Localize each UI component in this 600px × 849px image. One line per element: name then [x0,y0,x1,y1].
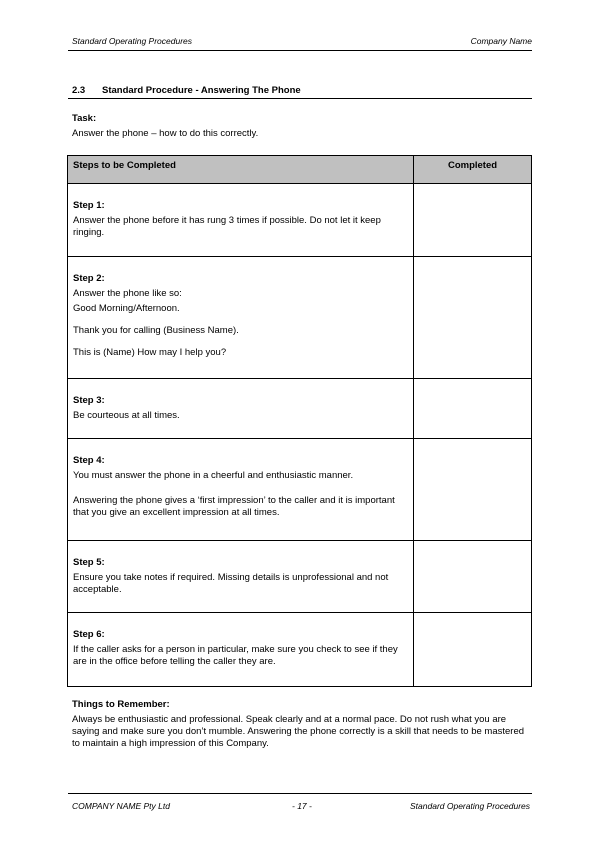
step-label: Step 5: [73,557,105,568]
footer-left-text: COMPANY NAME Pty Ltd [72,801,170,811]
completed-cell[interactable] [414,257,532,379]
steps-column-header: Steps to be Completed [68,156,414,184]
table-header-row [68,156,532,184]
step-text: Good Morning/Afternoon. [73,303,180,314]
step-text: Ensure you take notes if required. Missing details is unprofessional and not acceptable. [73,572,389,595]
page-number: - 17 - [292,801,312,811]
step-text: Answer the phone before it has rung 3 times if possible. Do not let it keep ringing. [73,215,381,238]
things-text: Always be enthusiastic and professional. Speak clearly and at a normal pace. Do not rush what you are saying and make sure you don’t mumble. Answering the phone correctly is a skill that needs to be mastered to maintain a high impression of this Company. [72,714,525,749]
table-row [68,541,532,613]
table-row [68,184,532,257]
step-cell [68,184,414,257]
completed-cell[interactable] [414,541,532,613]
step-cell [68,613,414,687]
step-cell [68,379,414,439]
completed-column-header: Completed [414,156,532,184]
table-row [68,379,532,439]
step-cell [68,257,414,379]
step-text: This is (Name) How may I help you? [73,347,227,358]
table-row [68,439,532,541]
step-text: Answer the phone like so: [73,288,182,299]
header-left-text: Standard Operating Procedures [72,36,193,46]
section-title: Standard Procedure - Answering The Phone [102,85,301,96]
step-label: Step 6: [73,629,105,640]
step-text: Answering the phone gives a ‘first impression’ to the caller and it is important that you give an excellent impression at all times. [73,495,395,518]
step-label: Step 2: [73,273,105,284]
footer-rule [68,793,532,794]
things-heading: Things to Remember: [72,699,170,710]
section-number: 2.3 [72,85,86,96]
page-header [68,36,532,50]
task-text: Answer the phone – how to do this correctly. [72,128,259,139]
header-rule [68,50,532,51]
step-label: Step 1: [73,200,105,211]
task-heading: Task: [72,113,97,124]
table-row [68,613,532,687]
completed-cell[interactable] [414,439,532,541]
step-text: You must answer the phone in a cheerful and enthusiastic manner. [73,470,354,481]
step-label: Step 4: [73,455,105,466]
step-text: If the caller asks for a person in particular, make sure you check to see if they are in the office before telling the caller they are. [73,644,398,667]
step-label: Step 3: [73,395,105,406]
header-right-text: Company Name [470,36,532,46]
step-text: Be courteous at all times. [73,410,180,421]
step-cell [68,541,414,613]
table-row [68,257,532,379]
footer-right-text: Standard Operating Procedures [410,801,531,811]
step-cell [68,439,414,541]
completed-cell[interactable] [414,379,532,439]
section-rule [68,98,532,99]
section-heading [72,85,532,96]
steps-table [67,155,532,687]
completed-cell[interactable] [414,184,532,257]
step-text: Thank you for calling (Business Name). [73,325,239,336]
completed-cell[interactable] [414,613,532,687]
